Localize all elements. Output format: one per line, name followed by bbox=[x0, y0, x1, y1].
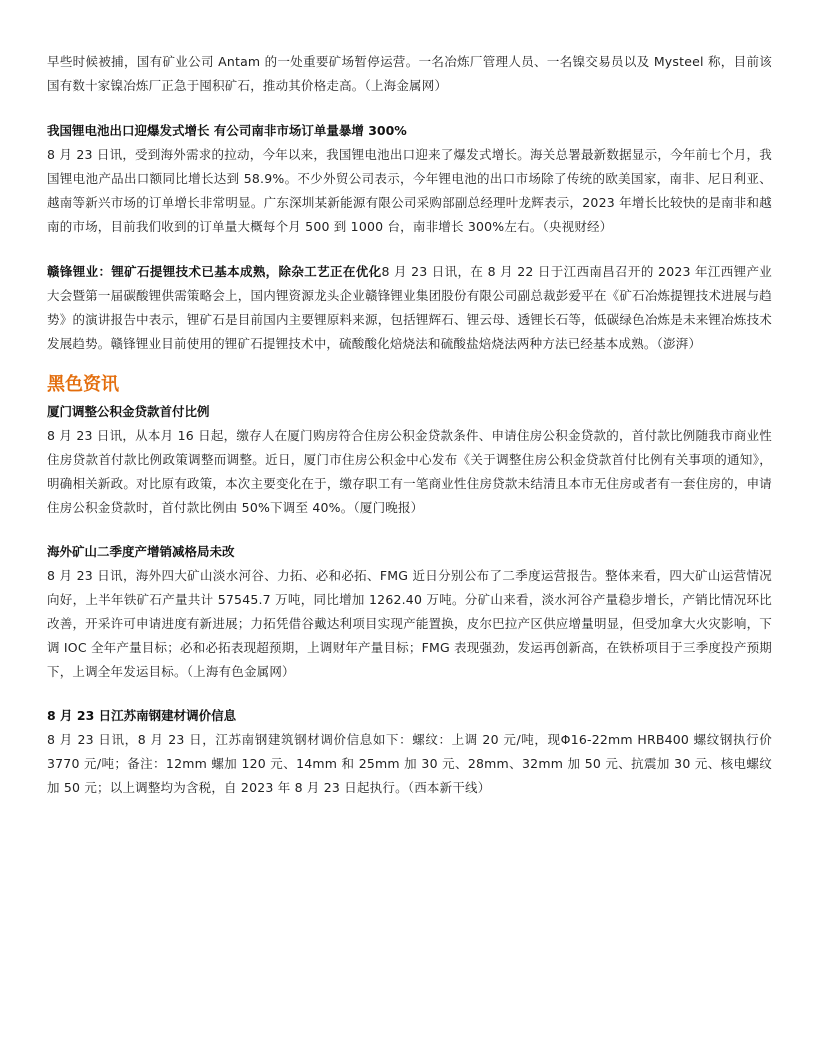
article-title: 我国锂电池出口迎爆发式增长 有公司南非市场订单量暴增 300% bbox=[47, 123, 407, 138]
intro-paragraph: 早些时候被捕，国有矿业公司 Antam 的一处重要矿场暂停运营。一名冶炼厂管理人员、一名镍交易员以及 Mysteel 称，目前该国有数十家镍冶炼厂正急于囤积矿石，推动其价格走高。（上海金属网） bbox=[47, 54, 772, 93]
article-xiamen-provident-fund bbox=[47, 400, 772, 520]
article-body: 8 月 23 日讯，从本月 16 日起，缴存人在厦门购房符合住房公积金贷款条件、申请住房公积金贷款的，首付款比例随我市商业性住房贷款首付款比例政策调整而调整。近日，厦门市住房公积金中心发布《关于调整住房公积金贷款首付比例有关事项的通知》，明确相关新政。对比原有政策，本次主要变化在于，缴存职工有一笔商业性住房贷款未结清且本市无住房或者有一套住房的，申请住房公积金贷款时，首付款比例由 50%下调至 40%。（厦门晚报） bbox=[47, 428, 772, 515]
section-title: 黑色资讯 bbox=[47, 374, 119, 395]
article-ganfeng-lithium bbox=[47, 260, 772, 356]
article-body: 8 月 23 日讯，在 8 月 22 日于江西南昌召开的 2023 年江西锂产业大会暨第一届碳酸锂供需策略会上，国内锂资源龙头企业赣锋锂业集团股份有限公司副总裁彭爱平在《矿石冶炼提锂技术进展与趋势》的演讲报告中表示，锂矿石是目前国内主要锂原料来源，包括锂辉石、锂云母、透锂长石等，低碳绿色冶炼是未来锂冶炼技术发展趋势。赣锋锂业目前使用的锂矿石提锂技术中，硫酸酸化焙烧法和硫酸盐焙烧法两种方法已经基本成熟。（澎湃） bbox=[47, 264, 773, 351]
article-nangang-price bbox=[47, 704, 772, 800]
article-body: 8 月 23 日讯，8 月 23 日，江苏南钢建筑钢材调价信息如下：螺纹：上调 20 元/吨，现Φ16-22mm HRB400 螺纹钢执行价 3770 元/吨；备注：12mm 螺加 120 元、14mm 和 25mm 加 30 元、28mm、32mm 加 50 元、抗震加 30 元、核电螺纹加 50 元；以上调整均为含税，自 2023 年 8 月 23 日起执行。（西本新干线） bbox=[47, 732, 772, 795]
article-body: 8 月 23 日讯，海外四大矿山淡水河谷、力拓、必和必拓、FMG 近日分别公布了二季度运营报告。整体来看，四大矿山运营情况向好，上半年铁矿石产量共计 57545.7 万吨，同比增加 1262.40 万吨。分矿山来看，淡水河谷产量稳步增长，产销比情况环比改善，开采许可申请进度有新进展；力拓凭借谷戴达利项目实现产能置换，皮尔巴拉产区供应增量明显，但受加拿大火灾影响，下调 IOC 全年产量目标；必和必拓表现超预期，上调财年产量目标；FMG 表现强劲，发运再创新高，在铁桥项目于三季度投产预期下，上调全年发运目标。（上海有色金属网） bbox=[47, 568, 772, 679]
article-overseas-mines bbox=[47, 540, 772, 684]
spacer bbox=[47, 520, 772, 540]
article-title: 厦门调整公积金贷款首付比例 bbox=[47, 404, 210, 419]
article-body: 8 月 23 日讯，受到海外需求的拉动，今年以来，我国锂电池出口迎来了爆发式增长。海关总署最新数据显示，今年前七个月，我国锂电池产品出口额同比增长达到 58.9%。不少外贸公司表示，今年锂电池的出口市场除了传统的欧美国家，南非、尼日利亚、越南等新兴市场的订单增长非常明显。广东深圳某新能源有限公司采购部副总经理叶龙辉表示，2023 年增长比较快的是南非和越南的市场，目前我们收到的订单量大概每个月 500 到 1000 台，南非增长 300%左右。（央视财经） bbox=[47, 147, 772, 234]
document-page bbox=[47, 50, 772, 800]
spacer bbox=[47, 356, 772, 370]
article-title: 赣锋锂业：锂矿石提锂技术已基本成熟，除杂工艺正在优化 bbox=[47, 264, 382, 279]
article-lithium-battery-export bbox=[47, 119, 772, 239]
spacer bbox=[47, 98, 772, 119]
spacer bbox=[47, 684, 772, 704]
article-body-inline bbox=[47, 260, 772, 356]
article-title: 8 月 23 日江苏南钢建材调价信息 bbox=[47, 708, 237, 723]
article-title: 海外矿山二季度产增销减格局未改 bbox=[47, 544, 235, 559]
spacer bbox=[47, 239, 772, 260]
